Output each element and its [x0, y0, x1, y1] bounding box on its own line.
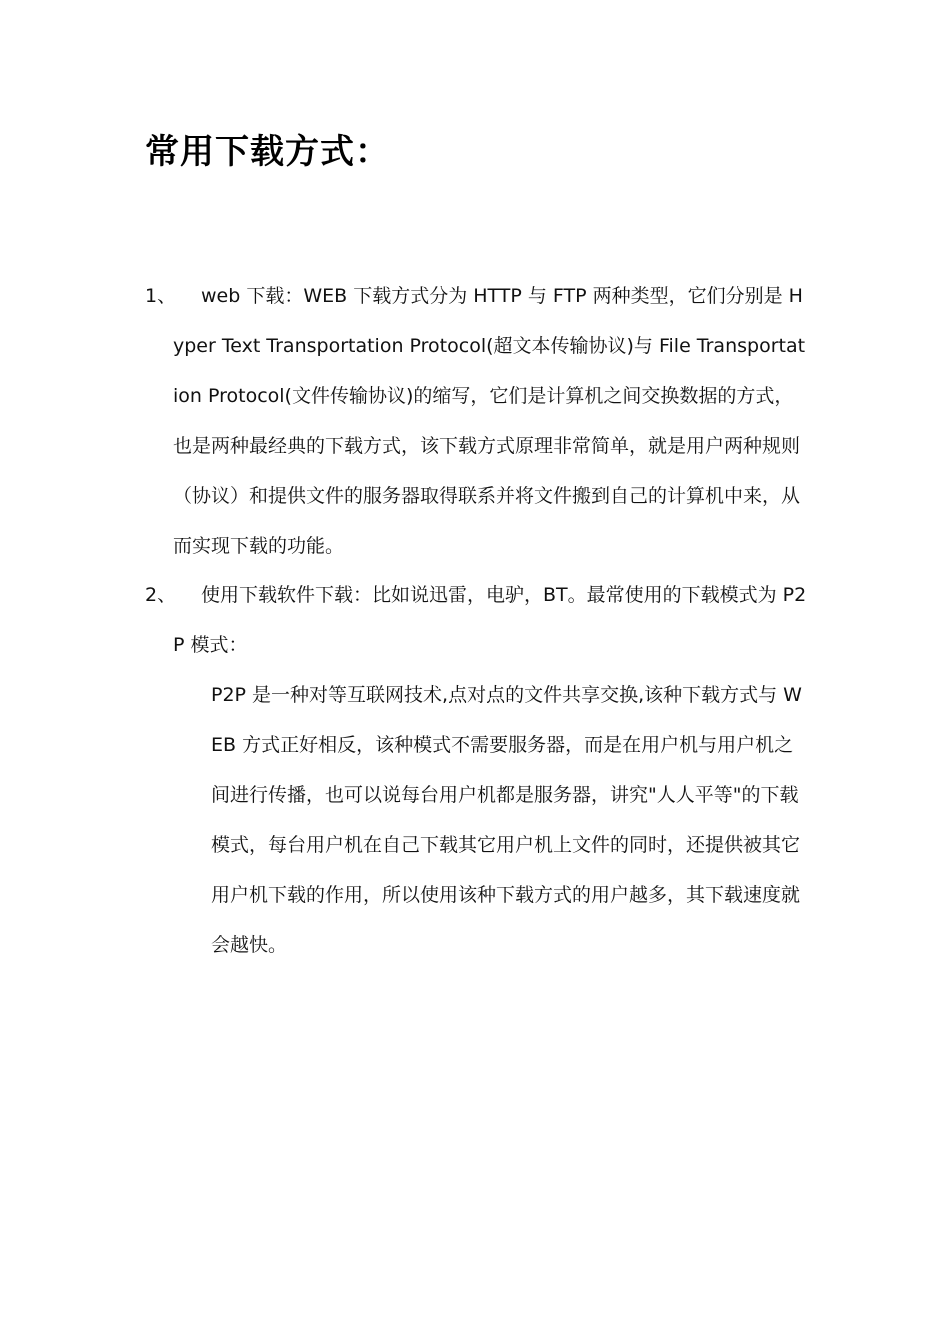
list-item-number: 1、 — [145, 285, 177, 307]
sub-paragraph: P2P 是一种对等互联网技术,点对点的文件共享交换,该种下载方式与 WEB 方式正好相反，该种模式不需要服务器，而是在用户机与用户机之间进行传播，也可以说每台用户机都是服务器，讲究"人人平等"的下载模式，每台用户机在自己下载其它用户机上文件的同时，还提供被其它用户机下载的作用，所以使用该种下载方式的用户越多，其下载速度就会越快。 — [211, 684, 802, 956]
page-title: 常用下载方式： — [145, 132, 390, 172]
list-item — [145, 570, 810, 670]
list-item-text: 使用下载软件下载：比如说迅雷，电驴，BT。最常使用的下载模式为 P2P 模式： — [173, 584, 807, 656]
list-item — [145, 271, 810, 571]
list-item-text: web 下载：WEB 下载方式分为 HTTP 与 FTP 两种类型，它们分别是 Hyper Text Transportation Protocol(超文本传输协议)与 File Transportation Protocol(文件传输协议)的缩写，它们是计算机之间交换数据的方式，也是两种最经典的下载方式，该下载方式原理非常简单，就是用户两种规则（协议）和提供文件的服务器取得联系并将文件搬到自己的计算机中来，从而实现下载的功能。 — [173, 285, 806, 557]
list-item-number: 2、 — [145, 584, 177, 606]
